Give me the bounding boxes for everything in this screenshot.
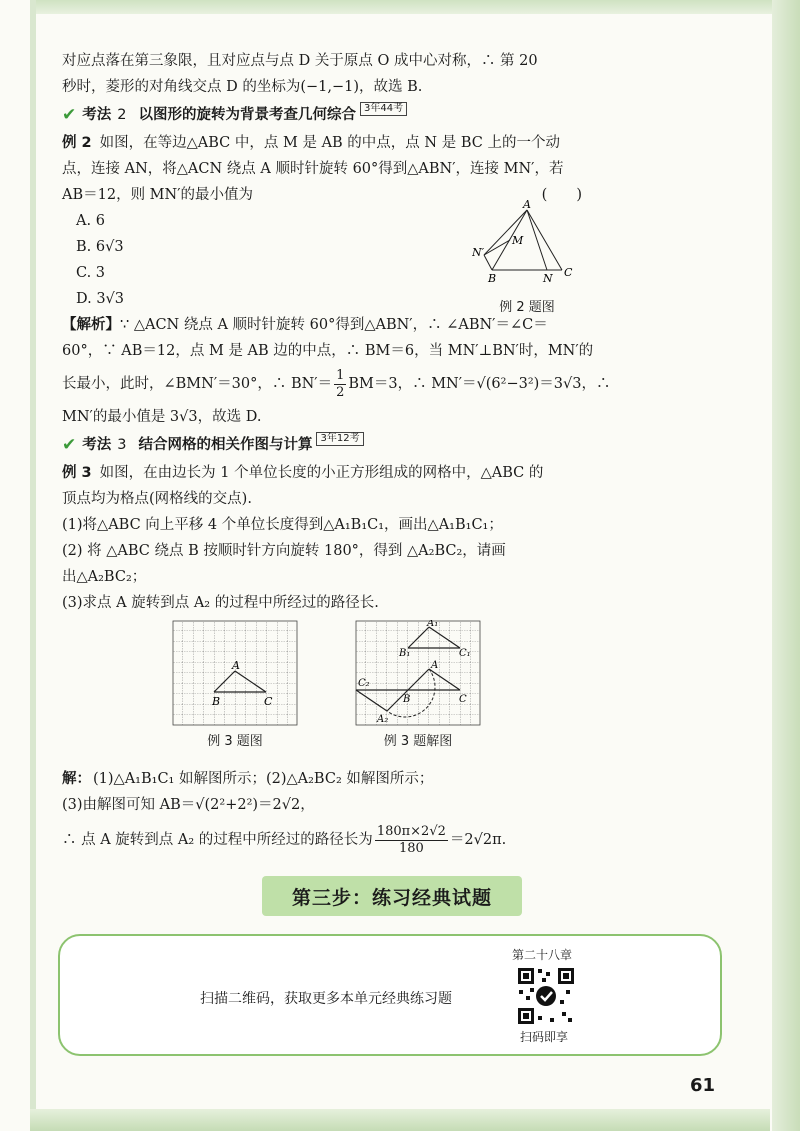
page-number: 61 [690,1075,716,1096]
frac-top: 180π×2√2 [376,823,446,839]
answer-paren: ( ) [541,187,582,203]
fig-label-a: A [523,200,531,211]
kaodian-3-heading [62,432,582,458]
grid-right-label-a1: A₁ [427,620,439,629]
grid-right [355,620,481,749]
solution-text-1: (1)△A₁B₁C₁ 如解图所示；(2)△A₂BC₂ 如解图所示； [93,771,434,787]
grid-left-label-a: A [232,659,240,672]
example-2-line-1 [62,130,582,156]
fig-label-m: M [512,234,524,247]
grid-left-label-b: B [212,695,221,708]
grid-right-svg [355,620,481,726]
fig-label-c: C [564,266,573,279]
frac-top: 1 [336,367,345,383]
solution-3-line-3 [62,818,582,862]
option-b: B. 6√3 [76,239,124,255]
example-3-part-2: (2) 将 △ABC 绕点 B 按顺时针方向旋转 180°，得到 △A₂BC₂，请画 [62,543,506,559]
kaodian-tag: 3年44考 [360,102,407,116]
solution-text-3a: ∴ 点 A 旋转到点 A₂ 的过程中所经过的路径长为 [62,832,373,848]
grid-left-svg [172,620,298,726]
fraction-arc [375,824,448,857]
analysis-2-line-2: 60°，∵ AB＝12，点 M 是 AB 边的中点，∴ BM＝6，当 MN′⊥BN′时，MN′的 [62,343,594,359]
qr-chapter-label: 第二十八章 [512,948,573,962]
kaodian-title: 以图形的旋转为背景考查几何综合 [138,107,356,123]
kaodian-number: 2 [117,107,127,123]
grid-right-label-c1: C₁ [459,648,471,659]
kaodian-tag: 3年12考 [316,432,363,446]
triangle-diagram [472,200,582,290]
example-2-figure [472,200,582,315]
grid-right-label-a: A [431,660,439,671]
qr-promo-text: 扫描二维码，获取更多本单元经典练习题 [200,991,452,1007]
analysis-2-line-4: MN′的最小值是 3√3，故选 D. [62,409,262,425]
example-3-part-2b: 出△A₂BC₂； [62,569,147,585]
analysis-text-1: ∵ △ACN 绕点 A 顺时针旋转 60°得到△ABN′，∴ ∠ABN′＝∠C＝ [120,317,548,333]
analysis-2-line-3 [62,364,611,404]
example-label: 例 3 [62,465,92,481]
option-c: C. 3 [76,265,106,281]
page-edge-top [30,0,800,14]
example-3-part-1: (1)将△ABC 向上平移 4 个单位长度得到△A₁B₁C₁，画出△A₁B₁C₁； [62,517,503,533]
solution-label: 解： [62,771,91,787]
grid-left-label-c: C [264,695,273,708]
frac-bottom: 2 [336,384,345,400]
qr-code-icon[interactable] [516,966,576,1026]
example-2-line-2: 点，连接 AN，将△ACN 绕点 A 顺时针旋转 60°得到△ABN′，连接 MN′，若 [62,161,564,177]
page-edge-left [30,0,36,1131]
analysis-text-3b: BM＝3，∴ MN′＝√(6²−3²)＝3√3，∴ [348,376,611,392]
example-3-line-1 [62,460,582,486]
section-banner: 第三步：练习经典试题 [262,876,522,916]
analysis-text-3a: 长最小，此时，∠BMN′＝30°，∴ BN′＝ [62,376,333,392]
example-2-caption: 例 2 题图 [499,300,555,315]
kaodian-label: 考法 [82,437,112,453]
kaodian-2-heading [62,102,582,128]
example-3-line-2: 顶点均为格点(网格线的交点). [62,491,252,507]
grid-right-label-b: B [403,694,411,705]
check-icon: ✔ [62,435,77,455]
option-a: A. 6 [76,213,105,229]
solution-3-line-2: (3)由解图可知 AB＝√(2²+2²)＝2√2， [62,797,315,813]
grid-right-label-c2: C₂ [358,678,370,689]
grid-left [172,620,298,749]
check-icon: ✔ [62,105,77,125]
page-edge-bottom [30,1109,770,1131]
example-2-text-3: AB＝12，则 MN′的最小值为 [62,187,254,203]
option-d: D. 3√3 [76,291,125,307]
example-3-part-3: (3)求点 A 旋转到点 A₂ 的过程中所经过的路径长. [62,595,379,611]
intro-line-1: 对应点落在第三象限，且对应点与点 D 关于原点 O 成中心对称，∴ 第 20 [62,53,538,69]
grid-right-label-a2: A₂ [377,714,389,725]
example-3-text-1: 如图，在由边长为 1 个单位长度的小正方形组成的网格中，△ABC 的 [99,465,544,481]
intro-line-2: 秒时，菱形的对角线交点 D 的坐标为(−1,−1)，故选 B. [62,79,423,95]
example-3-figures [170,620,490,750]
fig-label-n: N [543,272,553,285]
kaodian-label: 考法 [82,107,112,123]
analysis-label: 【解析】 [62,317,120,333]
example-3-caption-left: 例 3 题图 [207,734,263,749]
fig-label-n-prime: N′ [472,246,485,259]
qr-promo-box [58,934,722,1056]
frac-bottom: 180 [398,840,424,856]
analysis-2-line-1 [62,312,582,338]
solution-text-3b: ＝2√2π. [449,832,507,848]
example-label: 例 2 [62,135,92,151]
example-3-caption-right: 例 3 题解图 [383,734,453,749]
fig-label-b: B [488,272,497,285]
solution-3-line-1 [62,766,582,792]
kaodian-number: 3 [117,437,127,453]
qr-scan-label: 扫码即享 [520,1030,569,1044]
grid-right-label-b1: B₁ [399,648,411,659]
grid-right-label-c: C [459,694,467,705]
kaodian-title: 结合网格的相关作图与计算 [138,437,313,453]
fraction-half [334,368,346,401]
page-edge-right [772,0,800,1131]
example-2-text-1: 如图，在等边△ABC 中，点 M 是 AB 的中点，点 N 是 BC 上的一个动 [99,135,560,151]
